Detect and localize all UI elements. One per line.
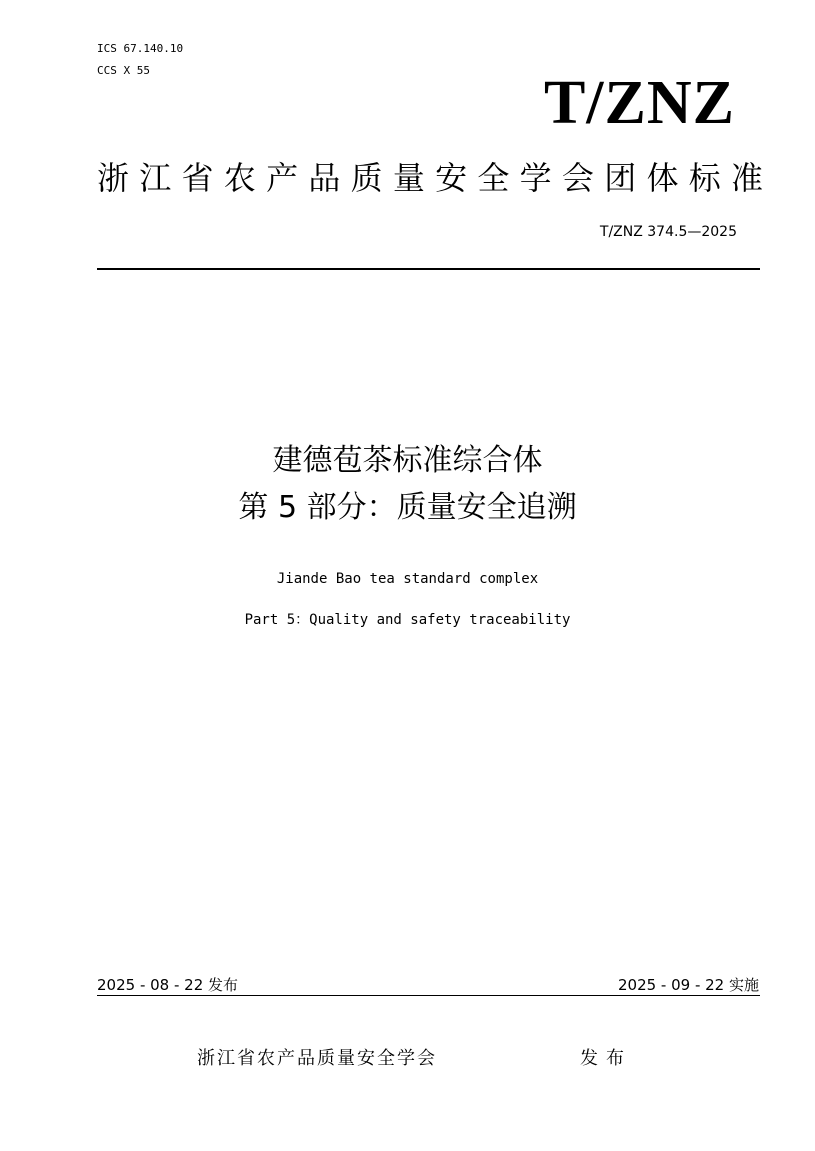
english-title: Jiande Bao tea standard complex — [276, 571, 539, 587]
english-subtitle: Part 5：Quality and safety traceability — [244, 612, 571, 628]
implementation-date: 2025 - 09 - 22 实施 — [617, 976, 759, 994]
organization-title-char: 产 — [266, 159, 299, 197]
organization-title-char: 学 — [519, 159, 552, 197]
standard-number: T/ZNZ 374.5—2025 — [599, 224, 737, 240]
header-divider — [97, 268, 760, 270]
organization-title-char: 质 — [350, 159, 383, 197]
organization-title-char: 团 — [604, 159, 637, 197]
organization-title-char: 准 — [730, 159, 763, 197]
publish-label: 发布 — [580, 1048, 632, 1069]
organization-title-char: 全 — [477, 159, 510, 197]
organization-title — [97, 156, 763, 200]
organization-title-char: 安 — [435, 159, 468, 197]
organization-title-char: 体 — [646, 159, 679, 197]
organization-title-char: 标 — [688, 159, 721, 197]
issue-date: 2025 - 08 - 22 发布 — [97, 976, 239, 994]
ccs-code: CCS X 55 — [97, 64, 150, 77]
organization-title-char: 浙 — [97, 159, 130, 197]
organization-title-char: 农 — [223, 159, 256, 197]
publisher-name: 浙江省农产品质量安全学会 — [197, 1048, 437, 1069]
organization-title-char: 品 — [308, 159, 341, 197]
chinese-subtitle: 第 5 部分：质量安全追溯 — [238, 490, 577, 525]
organization-title-char: 会 — [561, 159, 594, 197]
organization-title-char: 省 — [181, 159, 214, 197]
organization-title-char: 量 — [392, 159, 425, 197]
standard-logo: T/ZNZ — [543, 69, 735, 137]
chinese-title: 建德苞茶标准综合体 — [272, 443, 543, 478]
organization-title-char: 江 — [139, 159, 172, 197]
ics-code: ICS 67.140.10 — [97, 42, 184, 55]
footer-divider — [97, 995, 760, 996]
